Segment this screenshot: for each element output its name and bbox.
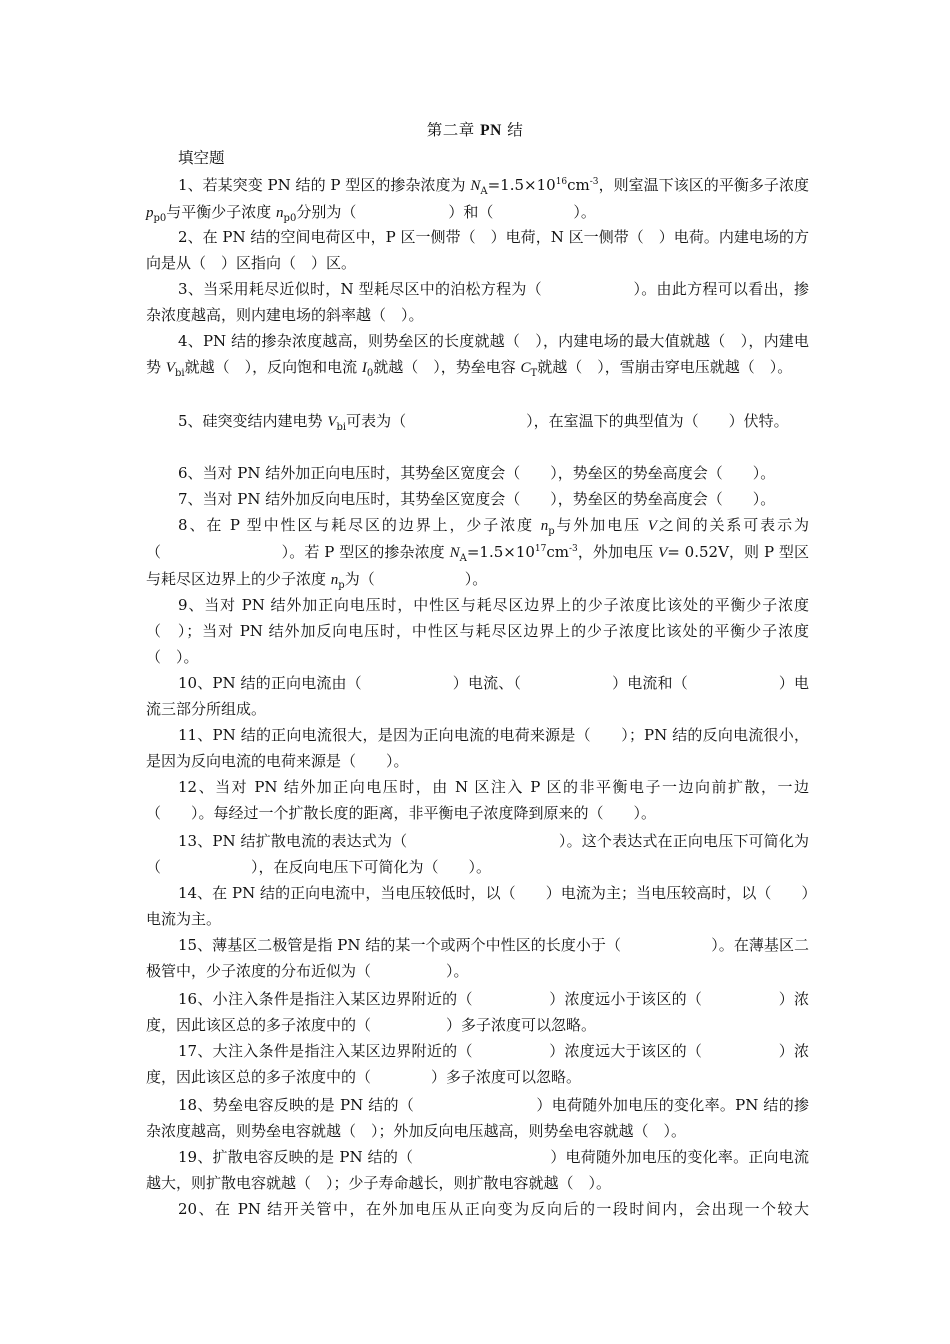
title-suffix: 结: [501, 121, 524, 139]
chapter-title: [0, 118, 950, 140]
q4-v: V: [165, 360, 175, 376]
q1-text-g: ）和（: [448, 203, 494, 221]
section-heading: 填空题: [178, 149, 225, 167]
q4-ct: C: [520, 360, 531, 376]
question-9: 9、当对 PN 结外加正向电压时，中性区与耗尽区边界上的少子浓度比该处的平衡少子浓度（ ）；当对 PN 结外加反向电压时，中性区与耗尽区边界上的少子浓度比该处的平衡少子浓度（ ）。: [146, 596, 809, 666]
q5-text-b: 可表为（ ），在室温下的典型值为（ ）伏特。: [346, 412, 789, 430]
question-18: 18、势垒电容反映的是 PN 结的（ ）电荷随外加电压的变化率。PN 结的掺杂浓度越高，则势垒电容就越（ ）；外加反向电压越高，则势垒电容就越（ ）。: [146, 1096, 809, 1140]
q4-text-b: 就越（ ），反向饱和电流: [184, 358, 362, 376]
q8-v: V: [647, 518, 657, 534]
q1-text-f: 分别为（: [296, 203, 357, 221]
question-10: 10、PN 结的正向电流由（ ）电流、（ ）电流和（ ）电流三部分所组成。: [146, 674, 809, 718]
q8-na-sub: A: [459, 553, 467, 564]
q4-i: I: [361, 360, 367, 376]
q5-v-sub: bi: [336, 422, 347, 433]
q8-n2-sub: p: [338, 580, 345, 591]
q1-text-e: 与平衡少子浓度: [166, 203, 277, 221]
q8-text-c: 之间的关系可表示为（ ）。若 P 型区的掺杂浓度: [146, 516, 809, 561]
q8-text-b: 与外加电压: [554, 516, 648, 534]
question-12: 12、当对 PN 结外加正向电压时，由 N 区注入 P 区的非平衡电子一边向前扩散，一边（ ）。每经过一个扩散长度的距离，非平衡电子浓度降到原来的（ ）。: [146, 778, 809, 822]
question-3: 3、当采用耗尽近似时，N 型耗尽区中的泊松方程为（ ）。由此方程可以看出，掺杂浓度越高，则内建电场的斜率越（ ）。: [146, 280, 809, 324]
q8-exp2: -3: [569, 544, 578, 554]
q1-p-sub: p0: [153, 213, 167, 224]
q8-text-f: ，外加电压: [577, 543, 659, 561]
question-8: [146, 512, 809, 593]
q1-exp2: -3: [589, 177, 599, 187]
q4-v-sub: bi: [174, 368, 185, 379]
q4-text-d: 就越（ ），雪崩击穿电压就越（ ）。: [537, 358, 793, 376]
question-4: [146, 328, 809, 381]
question-5: [146, 408, 809, 435]
question-19: 19、扩散电容反映的是 PN 结的（ ）电荷随外加电压的变化率。正向电流越大，则扩散电容就越（ ）；少子寿命越长，则扩散电容就越（ ）。: [146, 1148, 809, 1192]
q1-exp: 16: [555, 177, 568, 187]
q1-text-a: 1、若某突变 PN 结的 P 型区的掺杂浓度为: [178, 176, 471, 194]
q8-exp: 17: [534, 544, 547, 554]
q4-ct-sub: T: [530, 368, 538, 379]
question-11: 11、PN 结的正向电流很大，是因为正向电流的电荷来源是（ ）；PN 结的反向电流很小，是因为反向电流的电荷来源是（ ）。: [146, 726, 809, 770]
question-17: 17、大注入条件是指注入某区边界附近的（ ）浓度远大于该区的（ ）浓度，因此该区总的多子浓度中的（ ）多子浓度可以忽略。: [146, 1042, 809, 1086]
q5-text-a: 5、硅突变结内建电势: [178, 412, 328, 430]
q1-n: n: [276, 205, 284, 221]
title-prefix: 第二章: [426, 121, 481, 139]
question-1: [146, 172, 809, 226]
q8-v2: V: [658, 545, 668, 561]
question-20: 20、在 PN 结开关管中，在外加电压从正向变为反向后的一段时间内，会出现一个较大: [178, 1200, 809, 1218]
q1-text-h: ）。: [573, 203, 596, 221]
q8-text-g: = 0.52V，则 P 型区与耗尽区边界上的少子浓度: [146, 543, 809, 588]
question-15: 15、薄基区二极管是指 PN 结的某一个或两个中性区的长度小于（ ）。在薄基区二极管中，少子浓度的分布近似为（ ）。: [146, 936, 809, 980]
q8-text-a: 8、在 P 型中性区与耗尽区的边界上，少子浓度: [178, 516, 541, 534]
q8-n-sub: p: [548, 526, 555, 537]
q1-text-d: ，则室温下该区的平衡多子浓度: [598, 176, 809, 194]
q8-na: N: [449, 545, 460, 561]
q4-i-sub: 0: [366, 368, 374, 379]
q8-n: n: [540, 518, 549, 534]
q1-text-c: cm: [567, 176, 590, 194]
q8-n2: n: [330, 572, 339, 588]
q1-n-sub: p0: [283, 213, 297, 224]
question-2: 2、在 PN 结的空间电荷区中，P 区一侧带（ ）电荷，N 区一侧带（ ）电荷。内建电场的方向是从（ ）区指向（ ）区。: [146, 228, 809, 272]
title-bold: PN: [480, 122, 502, 139]
q8-text-d: =1.5×10: [466, 543, 535, 561]
question-13: 13、PN 结扩散电流的表达式为（ ）。这个表达式在正向电压下可简化为（ ），在反向电压下可简化为（ ）。: [146, 832, 809, 876]
q8-text-e: cm: [546, 543, 569, 561]
q5-v: V: [327, 414, 337, 430]
question-16: 16、小注入条件是指注入某区边界附近的（ ）浓度远小于该区的（ ）浓度，因此该区总的多子浓度中的（ ）多子浓度可以忽略。: [146, 990, 809, 1034]
question-14: 14、在 PN 结的正向电流中，当电压较低时，以（ ）电流为主；当电压较高时，以（ ）电流为主。: [146, 884, 809, 928]
q1-p: p: [146, 205, 154, 221]
question-6: 6、当对 PN 结外加正向电压时，其势垒区宽度会（ ），势垒区的势垒高度会（ ）。: [178, 464, 776, 482]
q8-text-h: 为（ ）。: [344, 570, 488, 588]
q4-text-c: 就越（ ），势垒电容: [373, 358, 521, 376]
q1-na-sub: A: [480, 186, 488, 197]
q1-text-b: =1.5×10: [487, 176, 556, 194]
q1-na: N: [470, 178, 481, 194]
q4-text-a: 4、PN 结的掺杂浓度越高，则势垒区的长度就越（ ），内建电场的最大值就越（ ），内建电势: [146, 332, 809, 376]
question-7: 7、当对 PN 结外加反向电压时，其势垒区宽度会（ ），势垒区的势垒高度会（ ）。: [178, 490, 776, 508]
